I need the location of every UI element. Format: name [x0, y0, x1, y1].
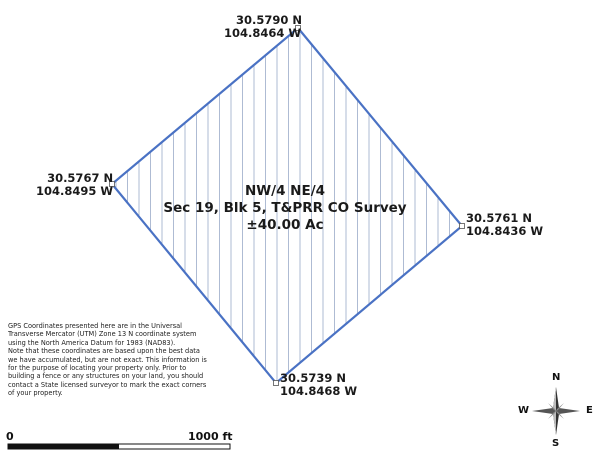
corner-marker-south: [274, 381, 279, 386]
disclaimer-note: [8, 322, 208, 398]
disclaimer-paragraph-1: GPS Coordinates presented here are in the Universal Transverse Mercator (UTM) Zone 13 N coordinate system using the North America Datum for 1983 (NAD83).: [8, 322, 197, 347]
corner-marker-east: [460, 224, 465, 229]
compass-west-label: W: [518, 405, 530, 416]
parcel-name: NW/4 NE/4: [244, 183, 326, 199]
corner-label-north: [224, 14, 302, 40]
parcel-acreage: ±40.00 Ac: [246, 217, 324, 233]
corner-west-lat: 30.5767 N: [47, 171, 114, 185]
disclaimer-paragraph-2: Note that these coordinates are based upon the best data we have accumulated, but are not exact. This information is for the purpose of locating your property only. Prior to building a fence or any structures on your land, you should contact a State licensed surveyor to mark the exact corners of your property.: [8, 347, 207, 398]
scale-end-label: 1000 ft: [188, 430, 233, 443]
corner-west-lon: 104.8495 W: [36, 184, 114, 198]
compass-north-label: N: [552, 372, 561, 383]
corner-south-lon: 104.8468 W: [280, 384, 358, 398]
corner-east-lat: 30.5761 N: [466, 211, 533, 225]
corner-east-lon: 104.8436 W: [466, 224, 544, 238]
corner-label-south: [280, 372, 357, 398]
scale-start-label: 0: [6, 430, 14, 443]
compass-rose-icon: [532, 387, 580, 435]
compass-east-label: E: [586, 405, 593, 416]
corner-south-lat: 30.5739 N: [280, 371, 347, 385]
compass-south-label: S: [552, 438, 560, 449]
scale-bar: [8, 444, 230, 449]
parcel-label: [150, 183, 420, 234]
parcel-survey: Sec 19, Blk 5, T&PRR CO Survey: [163, 200, 407, 216]
corner-label-west: [36, 172, 113, 198]
corner-north-lat: 30.5790 N: [236, 13, 303, 27]
corner-label-east: [466, 212, 543, 238]
corner-north-lon: 104.8464 W: [224, 26, 302, 40]
